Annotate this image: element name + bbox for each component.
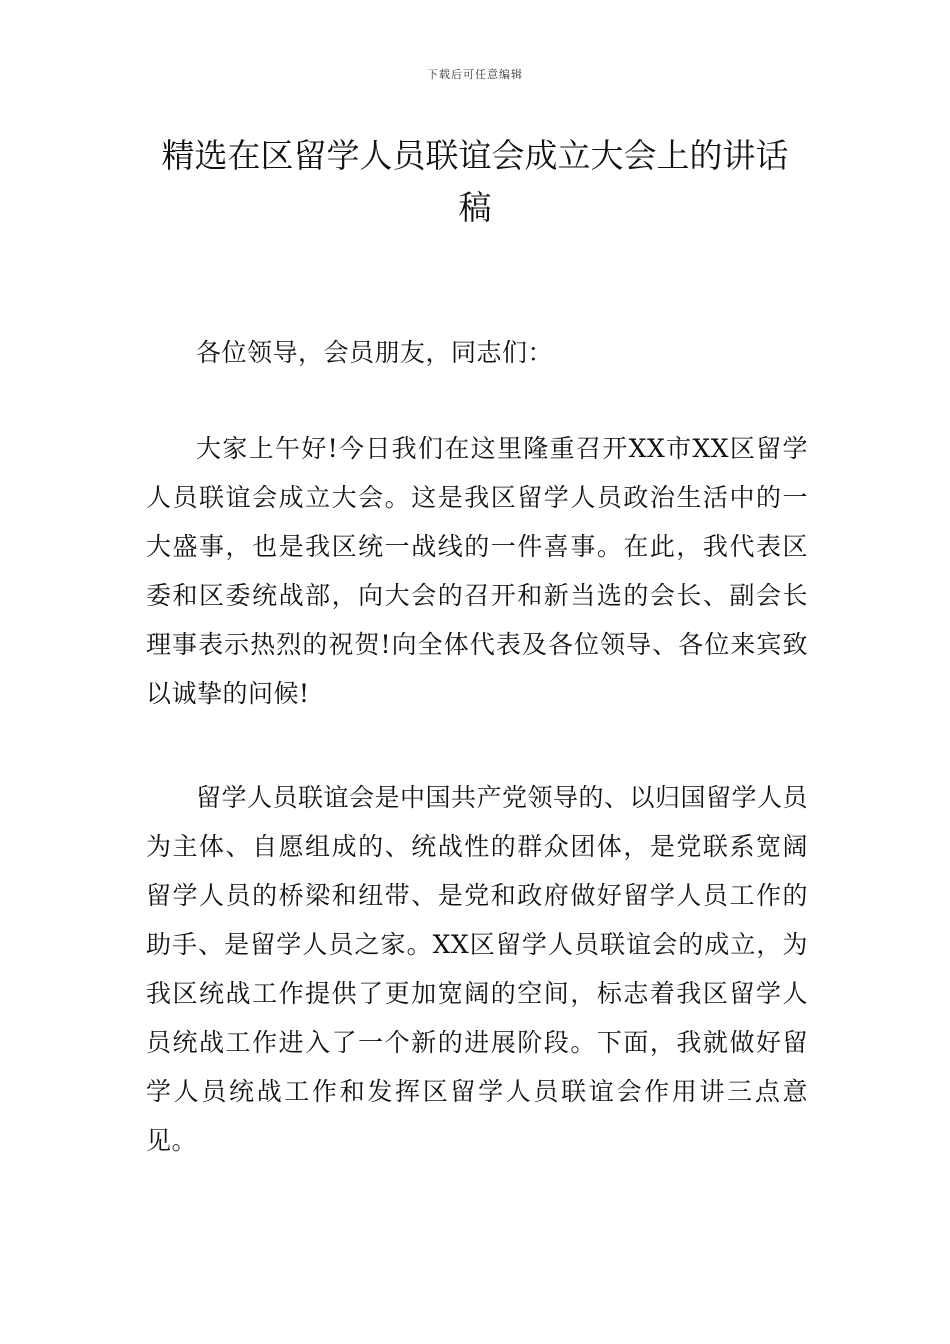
salutation: 各位领导，会员朋友，同志们： — [196, 338, 554, 367]
paragraph-association: 留学人员联谊会是中国共产党领导的、以归国留学人员为主体、自愿组成的、统战性的群众团体，是党联系宽阔留学人员的桥梁和纽带、是党和政府做好留学人员工作的助手、是留学人员之家。XX区留学人员联谊会的成立，为我区统战工作提供了更加宽阔的空间，标志着我区留学人员统战工作进入了一个新的进展阶段。下面，我就做好留学人员统战工作和发挥区留学人员联谊会作用讲三点意见。 — [146, 783, 809, 1155]
document-title: 精选在区留学人员联谊会成立大会上的讲话稿 — [161, 136, 789, 227]
paragraph-opening: 大家上午好!今日我们在这里隆重召开XX市XX区留学人员联谊会成立大会。这是我区留学人员政治生活中的一大盛事，也是我区统一战线的一件喜事。在此，我代表区委和区委统战部，向大会的召开和新当选的会长、副会长理事表示热烈的祝贺!向全体代表及各位领导、各位来宾致以诚挚的问候! — [146, 434, 808, 708]
header-note: 下载后可任意编辑 — [427, 68, 523, 81]
